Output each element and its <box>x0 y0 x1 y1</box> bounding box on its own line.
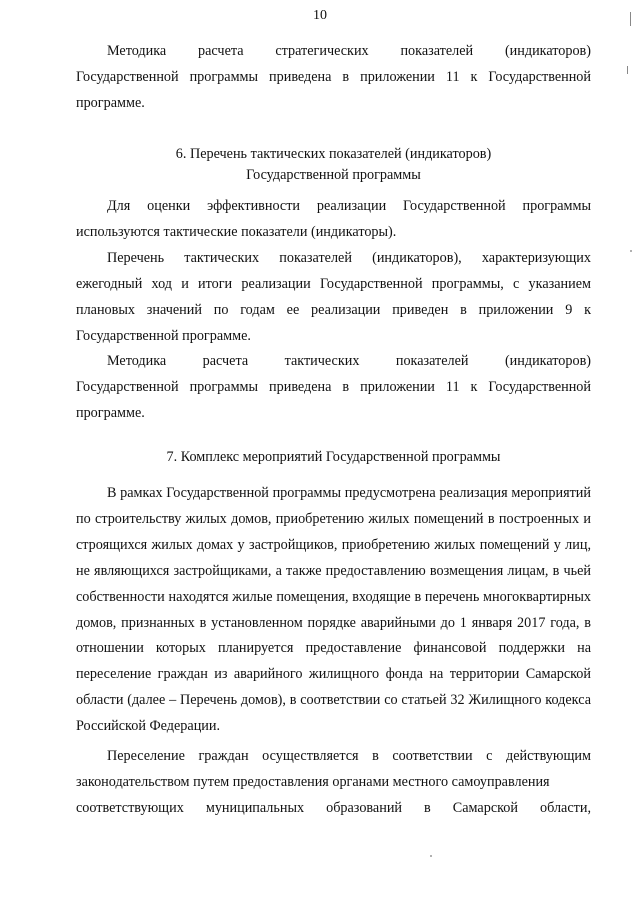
section5-tail-first-line: Методика расчета стратегических показателей (индикаторов) <box>107 43 591 59</box>
section7-paragraph-2: Переселение граждан осуществляется в соответствии с действующим законодательством путем предоставления органами местного самоуправления <box>76 748 591 790</box>
section7-paragraph-2-last-line: соответствующих муниципальных образований в Самарской области, <box>76 799 591 816</box>
section5-tail <box>76 39 591 117</box>
section-heading: 7. Комплекс мероприятий Государственной программы <box>166 449 501 465</box>
scan-speck <box>630 250 632 252</box>
section6-heading-line1: 6. Перечень тактических показателей (индикаторов) <box>175 146 492 162</box>
section6-paragraph-1: Для оценки эффективности реализации Государственной программы используются тактические показатели (индикаторы). <box>76 198 591 240</box>
scan-mark <box>630 12 631 26</box>
section6-paragraph-2: Перечень тактических показателей (индикаторов), характеризующих ежегодный ход и итоги реализации Государственной программы, с указанием плановых значений по годам ее реализации приведен в приложении 9 к Государственной программе. <box>76 249 591 344</box>
section7-body <box>76 481 591 822</box>
scan-speck <box>430 855 432 857</box>
section7-paragraph-1: В рамках Государственной программы предусмотрена реализация мероприятий по строительству жилых домов, приобретению жилых помещений в построенных и строящихся жилых домах у застройщиков, приобретению жилых помещений у лиц, не являющихся застройщиками, а также предоставлению возмещения лицам, в чьей собственности находятся жилые помещения, входящие в перечень многоквартирных домов, признанных в установленном порядке аварийными до 1 января 2017 года, в отношении которых планируется предоставление финансовой поддержки на переселение граждан из аварийного жилищного фонда на территории Самарской области (далее – Перечень домов), в соответствии со статьей 32 Жилищного кодекса Российской Федерации. <box>76 485 591 735</box>
section6-heading-line2: Государственной программы <box>246 167 421 183</box>
section6-paragraph-3: Государственной программы приведена в приложении 11 к Государственной программе. <box>76 379 591 422</box>
page-number: 10 <box>313 8 327 23</box>
section-heading <box>76 144 591 186</box>
section7-heading <box>76 447 591 468</box>
section5-tail-paragraph: Государственной программы приведена в приложении 11 к Государственной программе. <box>76 68 591 111</box>
section6-body <box>76 194 591 427</box>
section6-heading <box>76 144 591 186</box>
section6-paragraph-3-first-line: Методика расчета тактических показателей (индикаторов) <box>107 353 591 370</box>
scan-mark <box>627 66 628 74</box>
